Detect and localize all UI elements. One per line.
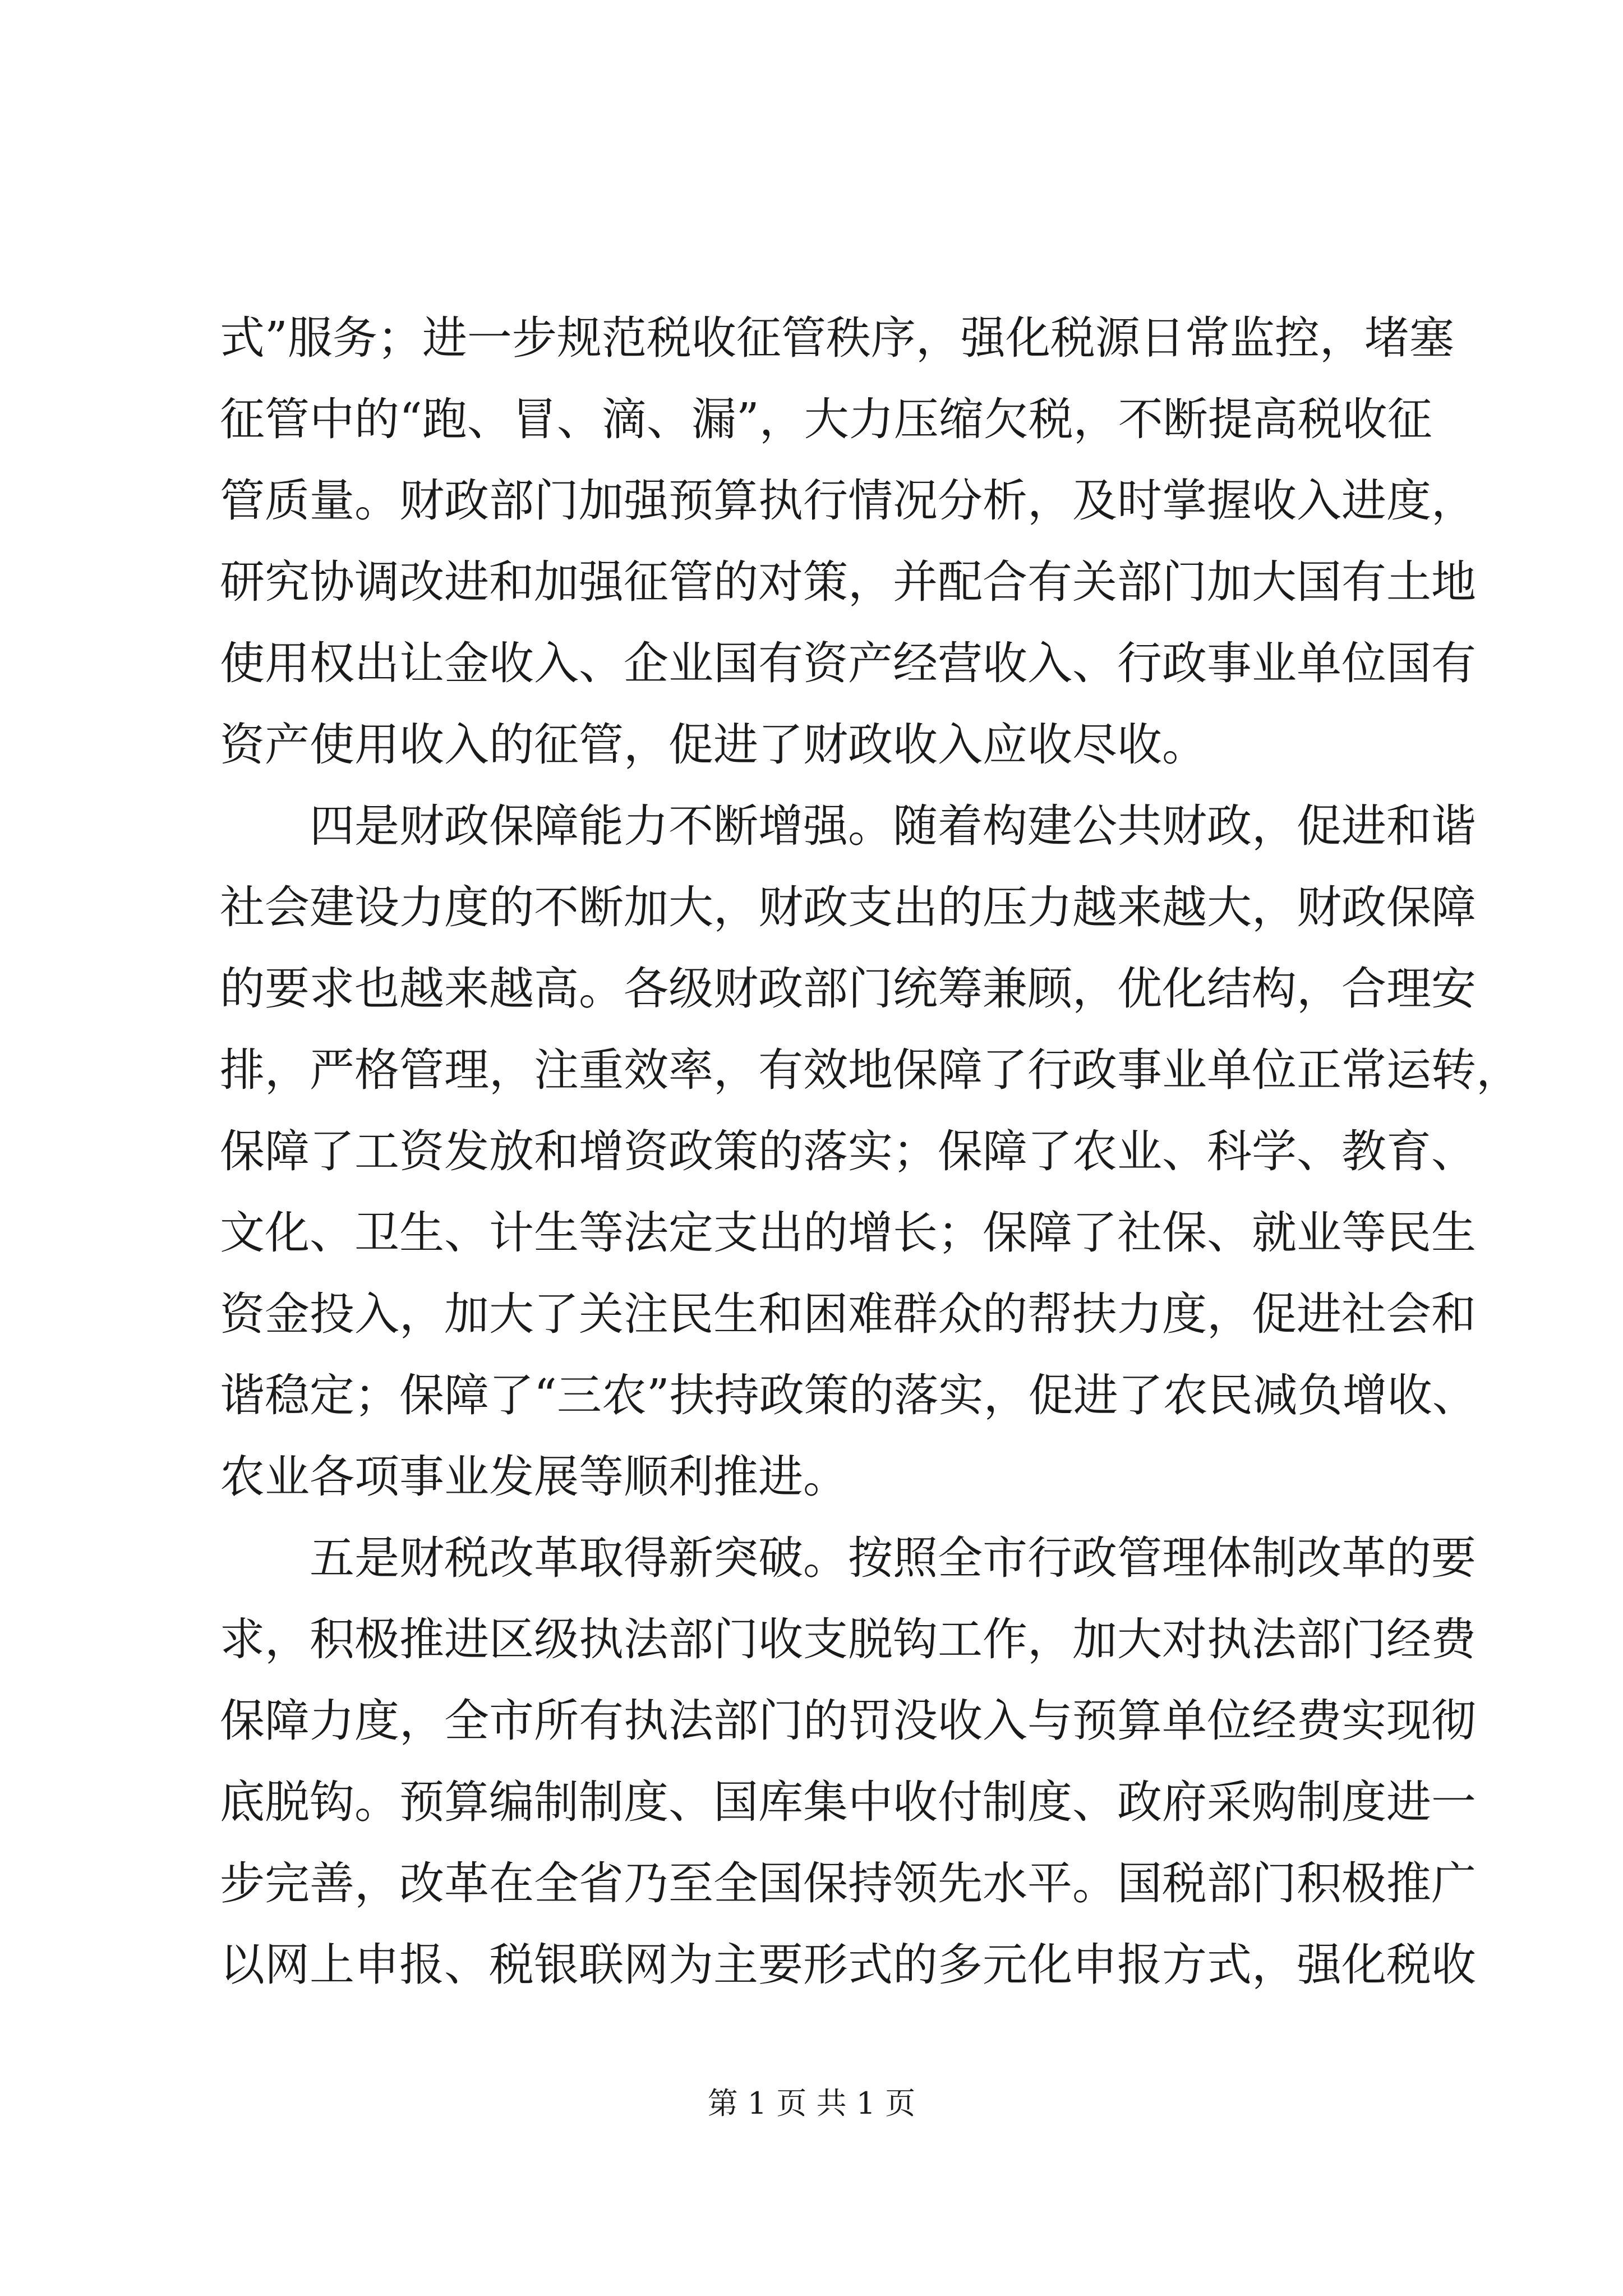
paragraph-line: 保障力度，全市所有执法部门的罚没收入与预算单位经费实现彻 bbox=[220, 1695, 1476, 1747]
paragraph-line: 五是财税改革取得新突破。按照全市行政管理体制改革的要 bbox=[310, 1532, 1476, 1584]
paragraph-line: 资金投入，加大了关注民生和困难群众的帮扶力度，促进社会和 bbox=[220, 1288, 1476, 1340]
paragraph-line: 农业各项事业发展等顺利推进。 bbox=[220, 1451, 848, 1503]
paragraph-line: 保障了工资发放和增资政策的落实；保障了农业、科学、教育、 bbox=[220, 1125, 1476, 1177]
paragraph bbox=[220, 1517, 1476, 2005]
paragraph-line: 求，积极推进区级执法部门收支脱钩工作，加大对执法部门经费 bbox=[220, 1613, 1476, 1665]
paragraph-line: 四是财政保障能力不断增强。随着构建公共财政，促进和谐 bbox=[310, 800, 1476, 852]
paragraph-line: 资产使用收入的征管，促进了财政收入应收尽收。 bbox=[220, 719, 1207, 771]
paragraph bbox=[220, 297, 1476, 785]
paragraph-line: 管质量。财政部门加强预算执行情况分析，及时掌握收入进度， bbox=[220, 475, 1476, 527]
paragraph-line: 征管中的“跑、冒、滴、漏”，大力压缩欠税，不断提高税收征 bbox=[220, 393, 1432, 445]
paragraph-line: 使用权出让金收入、企业国有资产经营收入、行政事业单位国有 bbox=[220, 637, 1476, 689]
paragraph-line: 式”服务；进一步规范税收征管秩序，强化税源日常监控，堵塞 bbox=[220, 312, 1454, 364]
paragraph-line: 谐稳定；保障了“三农”扶持政策的落实，促进了农民减负增收、 bbox=[220, 1369, 1477, 1421]
paragraph-line: 文化、卫生、计生等法定支出的增长；保障了社保、就业等民生 bbox=[220, 1207, 1476, 1259]
page-footer: 第 1 页 共 1 页 bbox=[707, 2086, 916, 2121]
document-body bbox=[220, 297, 1521, 2005]
paragraph-line: 以网上申报、税银联网为主要形式的多元化申报方式，强化税收 bbox=[220, 1939, 1476, 1991]
paragraph-line: 研究协调改进和加强征管的对策，并配合有关部门加大国有土地 bbox=[220, 556, 1476, 608]
paragraph-line: 社会建设力度的不断加大，财政支出的压力越来越大，财政保障 bbox=[220, 881, 1476, 933]
paragraph-line: 的要求也越来越高。各级财政部门统筹兼顾，优化结构，合理安 bbox=[220, 963, 1476, 1015]
paragraph-line: 步完善，改革在全省乃至全国保持领先水平。国税部门积极推广 bbox=[220, 1857, 1476, 1910]
paragraph-line: 底脱钩。预算编制制度、国库集中收付制度、政府采购制度进一 bbox=[220, 1776, 1476, 1828]
paragraph bbox=[220, 785, 1521, 1517]
paragraph-line: 排，严格管理，注重效率，有效地保障了行政事业单位正常运转， bbox=[220, 1044, 1521, 1096]
